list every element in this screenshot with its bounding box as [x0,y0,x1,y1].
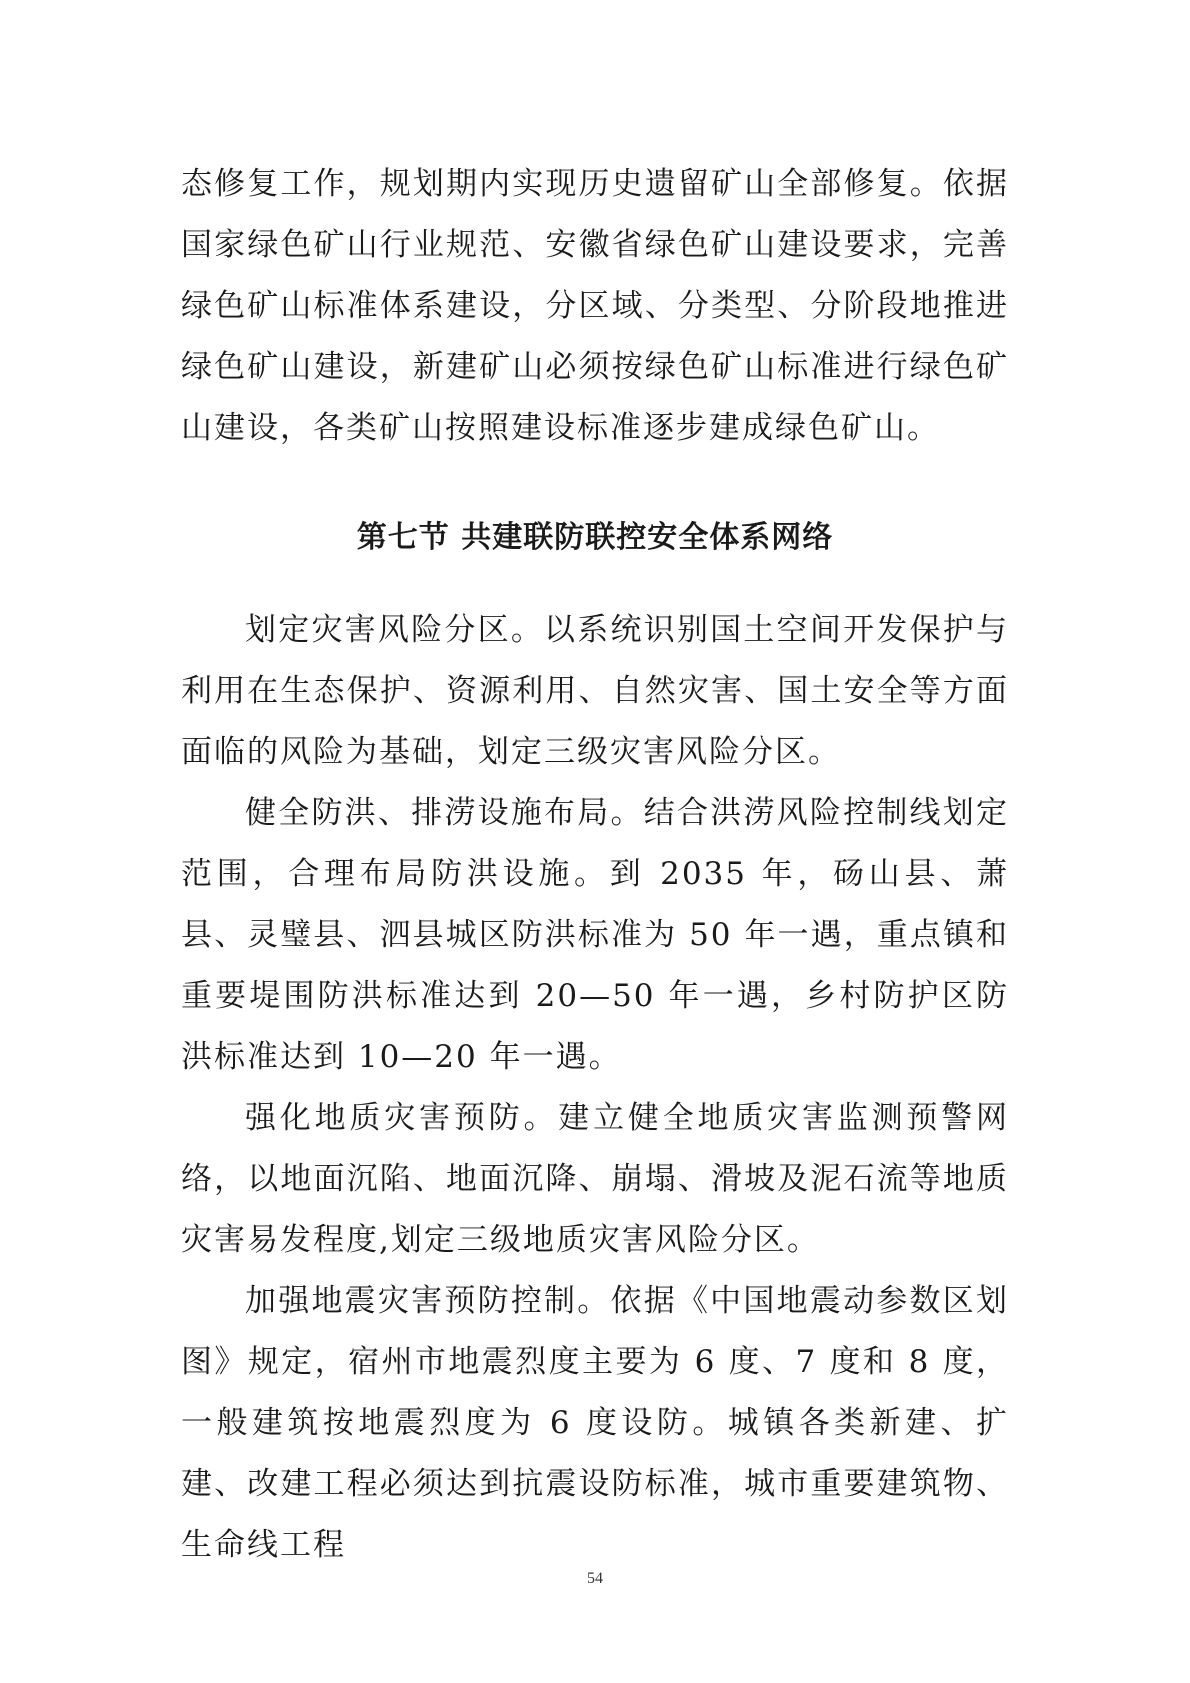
continued-paragraph-text: 态修复工作，规划期内实现历史遗留矿山全部修复。依据国家绿色矿山行业规范、安徽省绿色矿山建设要求，完善绿色矿山标准体系建设，分区域、分类型、分阶段地推进绿色矿山建设，新建矿山必须按绿色矿山标准进行绿色矿山建设，各类矿山按照建设标准逐步建成绿色矿山。 [181,166,1009,446]
paragraph-lead: 划定灾害风险分区。 [245,612,545,648]
paragraph-text: 结合洪涝风险控制线划定范围，合理布局防洪设施。到 2035 年，砀山县、萧县、灵璧县、泗县城区防洪标准为 50 年一遇，重点镇和重要堤围防洪标准达到 20—50 年一遇，乡村防护区防洪标准达到 10—20 年一遇。 [181,795,1010,1075]
page-number: 54 [587,1570,603,1587]
paragraph-text: 建立健全地质灾害监测预警网络，以地面沉陷、地面沉降、崩塌、滑坡及泥石流等地质灾害易发程度,划定三级地质灾害风险分区。 [181,1100,1010,1258]
continued-paragraph [181,154,1009,459]
section-heading: 第七节 共建联防联控安全体系网络 [356,520,834,555]
paragraph-disaster-risk-zoning [181,600,1009,783]
paragraph-lead: 强化地质灾害预防。 [245,1100,559,1136]
paragraph-text: 依据《中国地震动参数区划图》规定，宿州市地震烈度主要为 6 度、7 度和 8 度，一般建筑按地震烈度为 6 度设防。城镇各类新建、扩建、改建工程必须达到抗震设防标准，城市重要建筑物、生命线工程 [181,1283,1009,1563]
paragraph-lead: 健全防洪、排涝设施布局。 [245,795,644,831]
paragraph-lead: 加强地震灾害预防控制。 [245,1283,611,1319]
paragraph-geological-hazard [181,1088,1009,1271]
paragraph-text: 以系统识别国土空间开发保护与利用在生态保护、资源利用、自然灾害、国土安全等方面面临的风险为基础，划定三级灾害风险分区。 [181,612,1009,770]
paragraph-earthquake-prevention [181,1271,1009,1576]
section-body [181,600,1009,1576]
paragraph-flood-control [181,783,1009,1088]
